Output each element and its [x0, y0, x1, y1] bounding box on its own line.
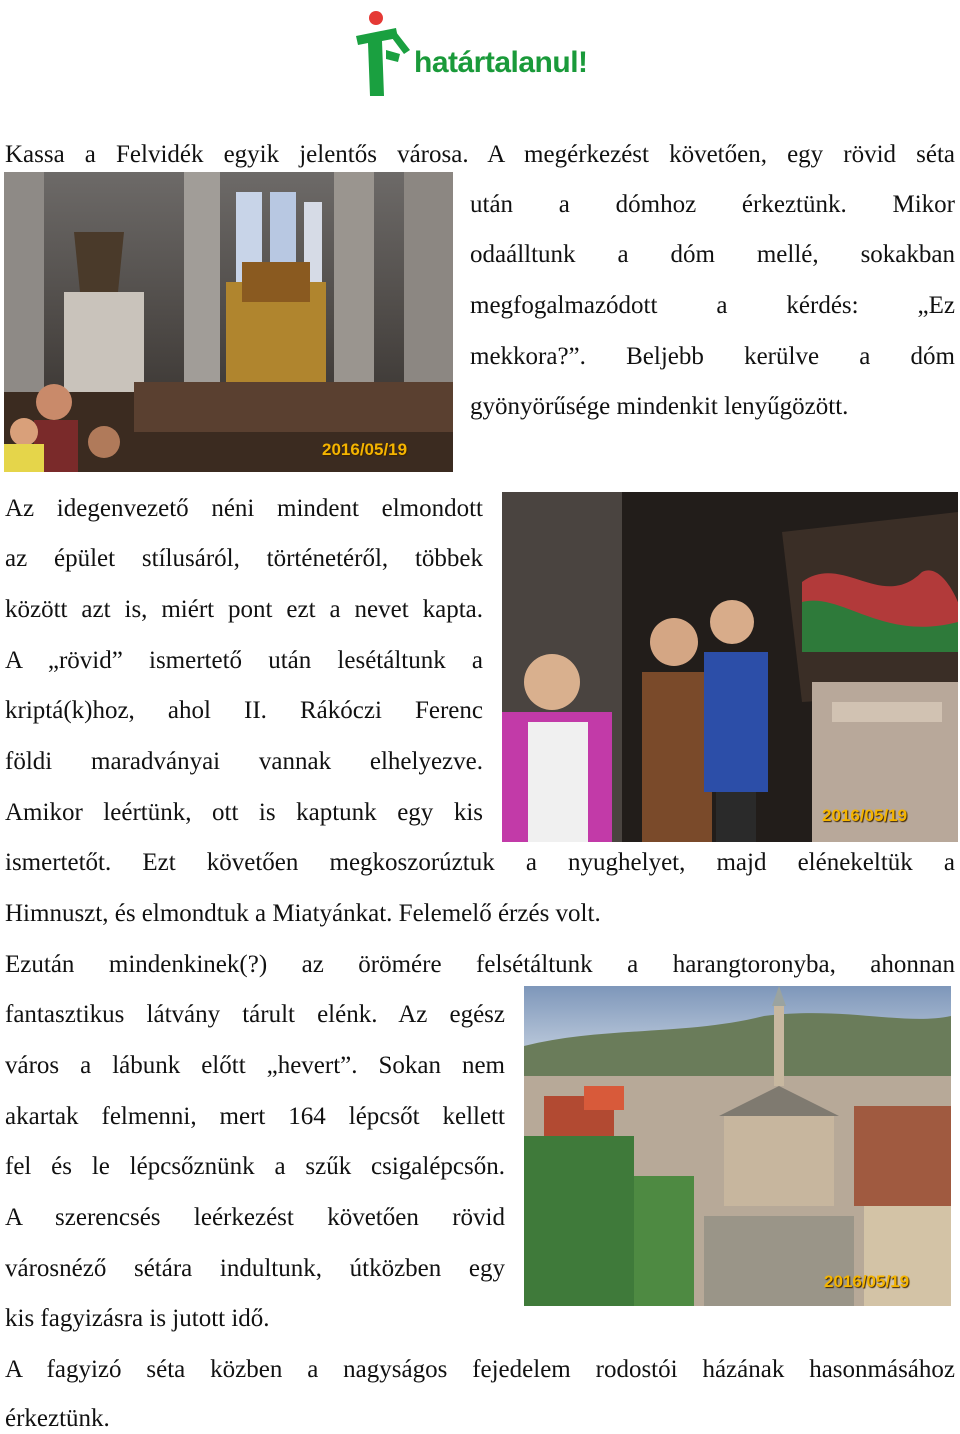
paragraph-line: gyönyörűsége mindenkit lenyűgözött.: [470, 393, 849, 420]
logo-figure-icon: [352, 10, 422, 100]
paragraph-line: A szerencsés leérkezést követően rövid: [5, 1204, 505, 1231]
city-view-photo: [524, 986, 951, 1306]
paragraph-line: városnéző sétára indultunk, útközben egy: [5, 1255, 505, 1282]
paragraph-line: Amikor leértünk, ott is kaptunk egy kis: [5, 799, 483, 826]
paragraph-line: akartak felmenni, mert 164 lépcsőt kellett: [5, 1103, 505, 1130]
paragraph-line: kriptá(k)hoz, ahol II. Rákóczi Ferenc: [5, 697, 483, 724]
paragraph-line: Kassa a Felvidék egyik jelentős városa. A megérkezést követően, egy rövid séta: [5, 141, 955, 168]
cathedral-scene-icon: [4, 172, 453, 472]
paragraph-line: város a lábunk előtt „hevert”. Sokan nem: [5, 1052, 505, 1079]
crypt-scene-icon: [502, 492, 958, 842]
crypt-photo: [502, 492, 958, 842]
paragraph-line: A „rövid” ismertető után lesétáltunk a: [5, 647, 483, 674]
paragraph-line: ismertetőt. Ezt követően megkoszorúztuk a nyughelyet, majd elénekeltük a: [5, 849, 955, 876]
paragraph-line: földi maradványai vannak elhelyezve.: [5, 748, 483, 775]
paragraph-line: mekkora?”. Beljebb kerülve a dóm: [470, 343, 955, 370]
paragraph-line: fantasztikus látvány tárult elénk. Az egész: [5, 1001, 505, 1028]
cathedral-interior-photo: [4, 172, 453, 472]
hatartalanul-logo: [352, 10, 612, 100]
paragraph-line: A fagyizó séta közben a nagyságos fejedelem rodostói házának hasonmásához: [5, 1356, 955, 1383]
paragraph-line: Himnuszt, és elmondtuk a Miatyánkat. Felemelő érzés volt.: [5, 900, 601, 927]
city-scene-icon: [524, 986, 951, 1306]
paragraph-line: megfogalmazódott a kérdés: „Ez: [470, 292, 955, 319]
photo-date-stamp: 2016/05/19: [322, 440, 408, 459]
paragraph-line: az épület stílusáról, történetéről, többek: [5, 545, 483, 572]
paragraph-line: Ezután mindenkinek(?) az örömére felsétáltunk a harangtoronyba, ahonnan: [5, 951, 955, 978]
paragraph-line: között azt is, miért pont ezt a nevet kapta.: [5, 596, 483, 623]
paragraph-line: Az idegenvezető néni mindent elmondott: [5, 495, 483, 522]
photo-date-stamp: 2016/05/19: [822, 806, 908, 825]
logo-text: határtalanul!: [414, 46, 588, 79]
paragraph-line: érkeztünk.: [5, 1405, 110, 1432]
paragraph-line: odaálltunk a dóm mellé, sokakban: [470, 241, 955, 268]
paragraph-line: kis fagyizásra is jutott idő.: [5, 1305, 270, 1332]
paragraph-line: fel és le lépcsőznünk a szűk csigalépcsőn.: [5, 1153, 505, 1180]
photo-date-stamp: 2016/05/19: [824, 1272, 910, 1291]
paragraph-line: után a dómhoz érkeztünk. Mikor: [470, 191, 955, 218]
